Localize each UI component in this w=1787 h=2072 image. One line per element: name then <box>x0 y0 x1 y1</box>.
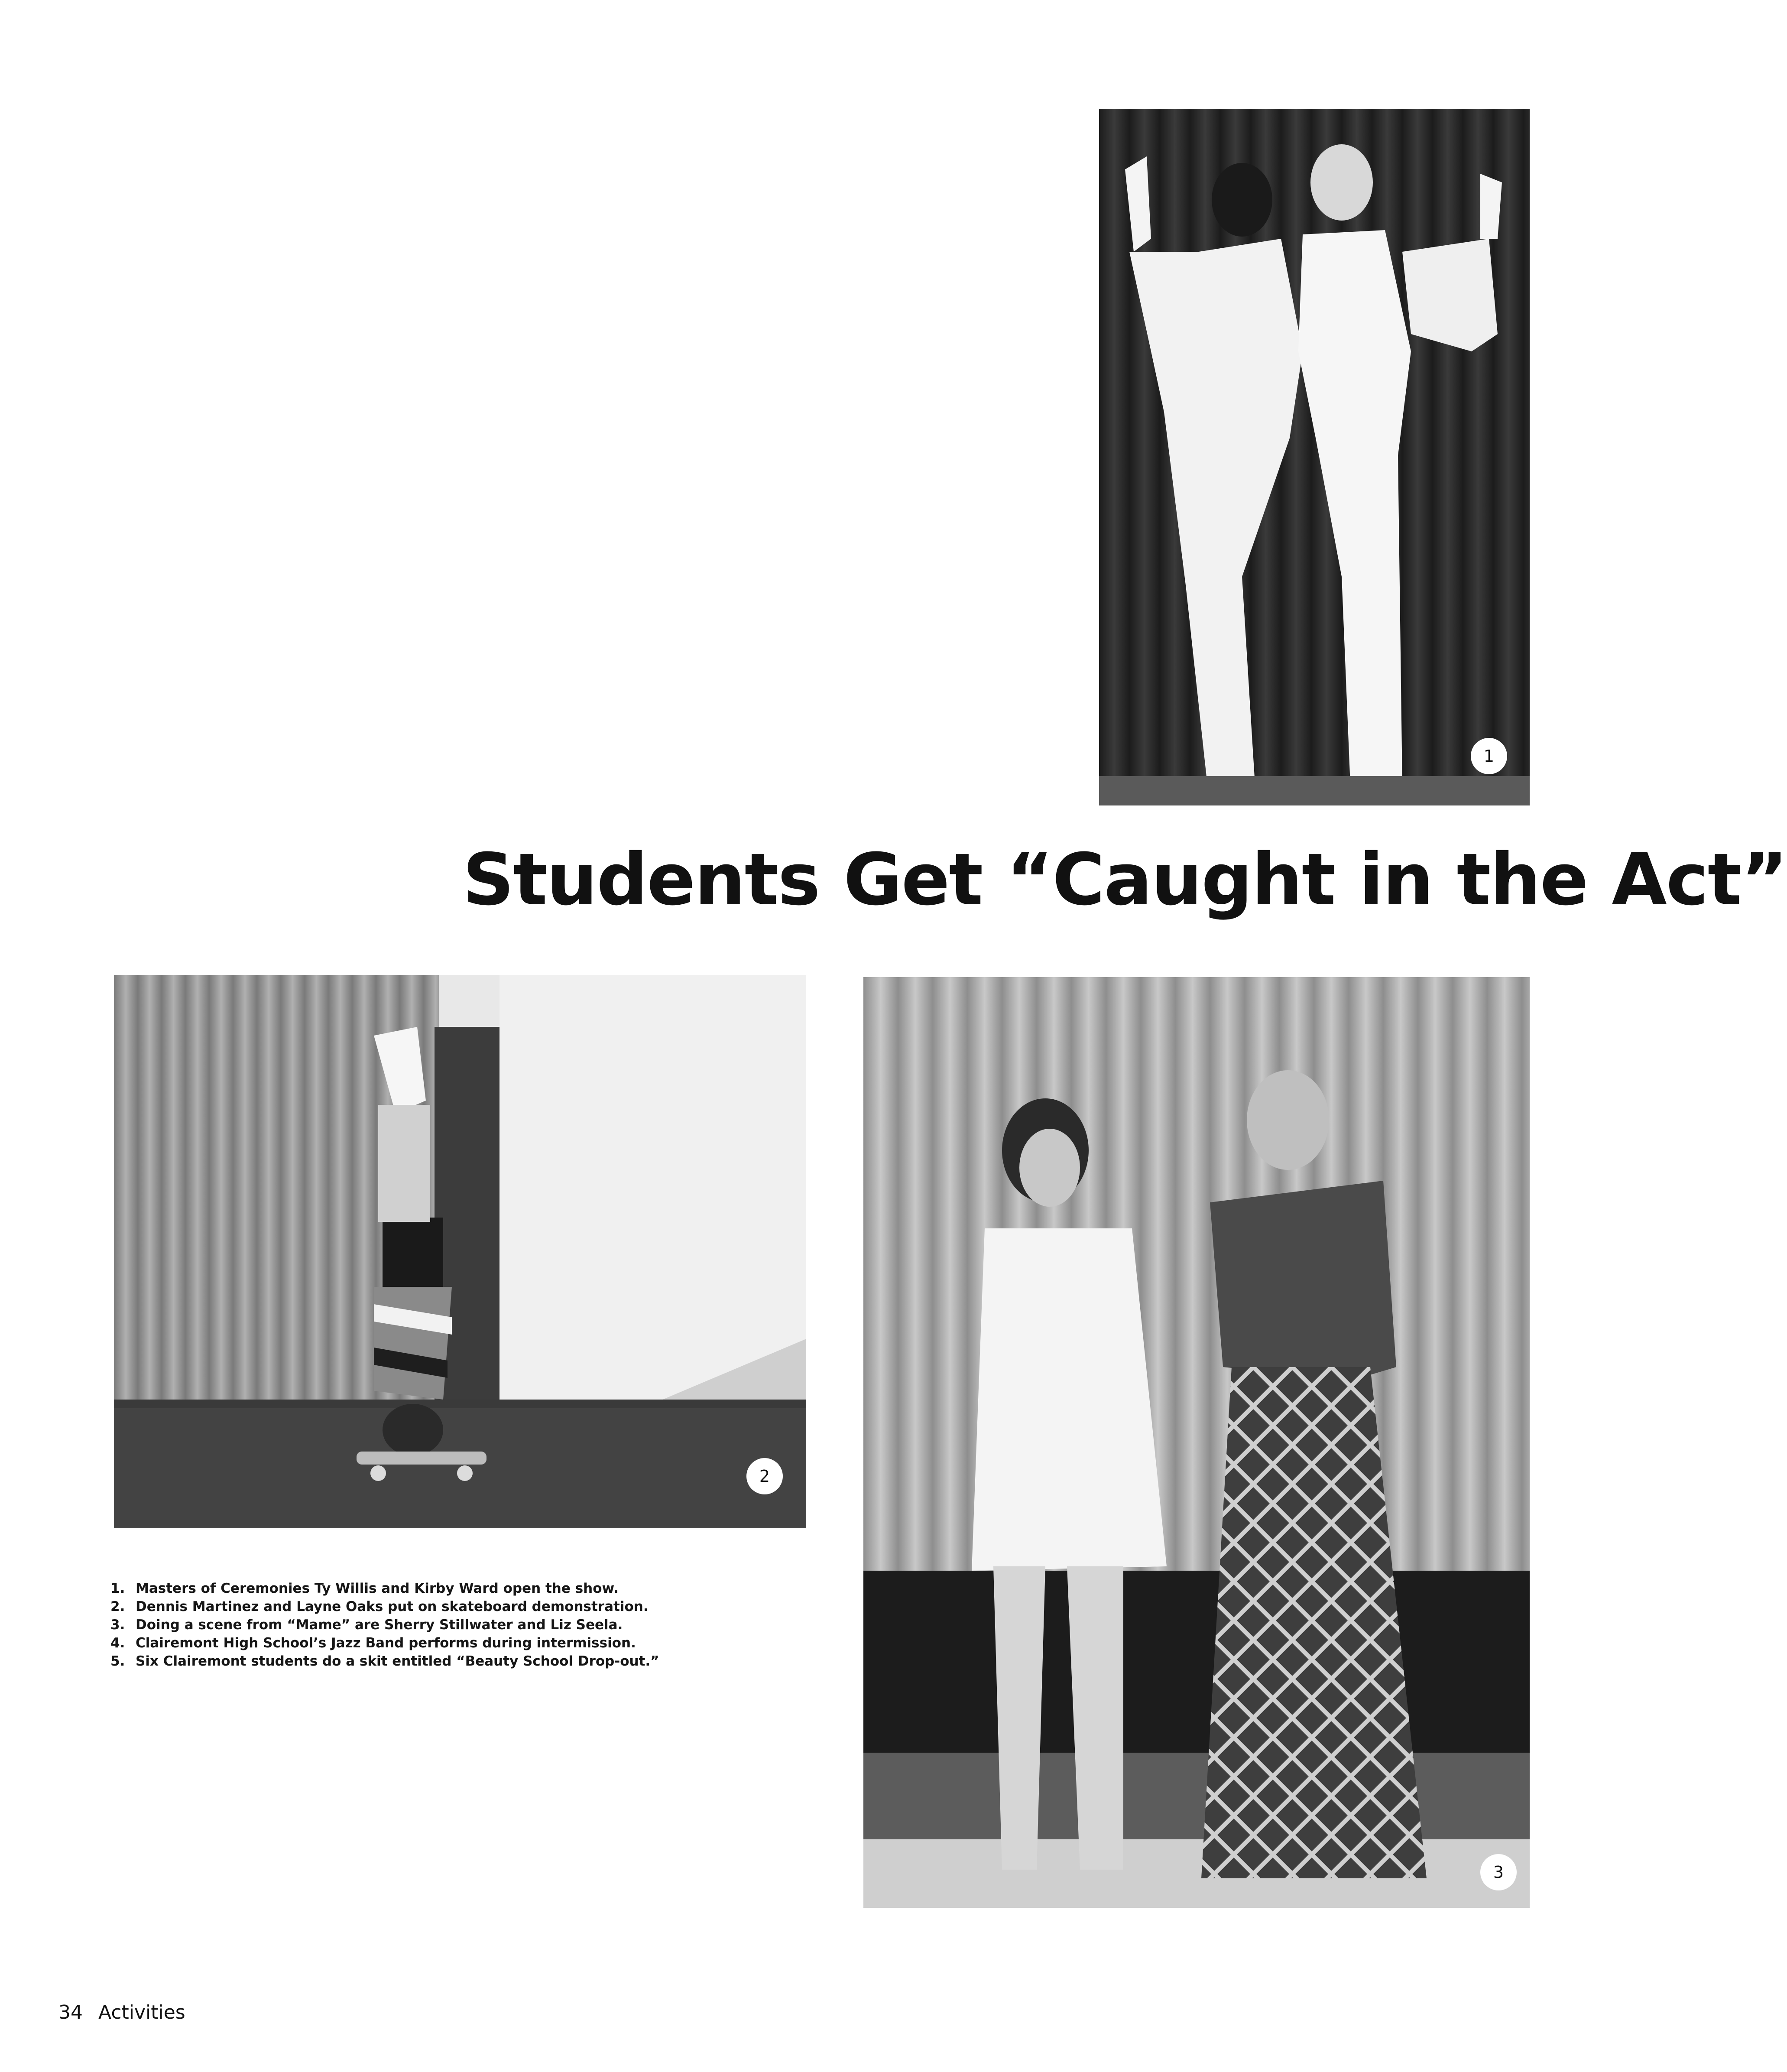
caption-text: Six Clairemont students do a skit entitled “Beauty School Drop-out.” <box>136 1653 659 1669</box>
caption-number: 3. <box>110 1617 125 1633</box>
caption-item <box>110 1579 786 1598</box>
caption-number: 2. <box>110 1599 125 1614</box>
caption-item <box>110 1634 786 1652</box>
caption-text: Doing a scene from “Mame” are Sherry Stillwater and Liz Seela. <box>136 1617 623 1633</box>
caption-text: Dennis Martinez and Layne Oaks put on skateboard demonstration. <box>136 1599 649 1614</box>
photo-2-image <box>114 975 806 1528</box>
photo-number-badge: 3 <box>1480 1854 1517 1890</box>
caption-item <box>110 1652 786 1670</box>
photo-1-image <box>1099 109 1530 805</box>
page-headline: Students Get “Caught in the Act” <box>463 838 1787 921</box>
photo-number-badge: 2 <box>746 1458 783 1494</box>
section-name: Activities <box>98 2001 185 2023</box>
page-number: 34 <box>58 2001 83 2023</box>
caption-number: 4. <box>110 1635 125 1651</box>
caption-number: 5. <box>110 1653 125 1669</box>
caption-number: 1. <box>110 1581 125 1596</box>
caption-text: Masters of Ceremonies Ty Willis and Kirby Ward open the show. <box>136 1581 619 1596</box>
photo-skateboard-demonstration <box>114 975 806 1528</box>
photo-masters-of-ceremonies <box>1099 109 1530 805</box>
photo-captions <box>110 1579 786 1670</box>
photo-3-image <box>863 977 1530 1908</box>
caption-item <box>110 1616 786 1634</box>
photo-number-badge: 1 <box>1471 738 1507 774</box>
photo-mame-scene <box>863 977 1530 1908</box>
caption-item <box>110 1598 786 1616</box>
caption-text: Clairemont High School’s Jazz Band performs during intermission. <box>136 1635 636 1651</box>
page-folio <box>58 2000 185 2026</box>
